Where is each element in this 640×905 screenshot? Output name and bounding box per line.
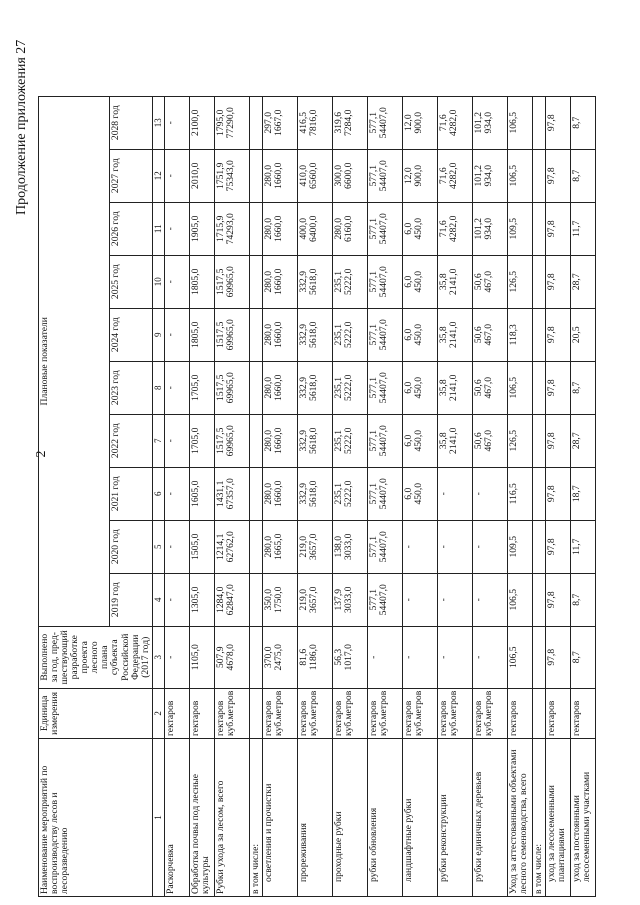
row-value: 2100,0 — [190, 96, 215, 149]
column-number: 5 — [152, 520, 164, 573]
row-value: - — [165, 520, 190, 573]
row-value: 71,6 4282,0 — [438, 149, 473, 202]
row-value — [250, 149, 263, 202]
row-value: - — [165, 361, 190, 414]
row-value: 219,0 3657,0 — [298, 573, 333, 626]
table-row — [546, 96, 571, 896]
header-year: 2020 год — [109, 520, 152, 573]
row-value — [250, 626, 263, 688]
row-name: прореживания — [298, 739, 333, 897]
row-value: 400,0 6400,0 — [298, 202, 333, 255]
row-value: 97,8 — [546, 626, 571, 688]
row-value: - — [165, 573, 190, 626]
row-value: 235,1 5222,0 — [333, 414, 368, 467]
row-value: 126,5 — [508, 414, 533, 467]
row-value: 12,0 900,0 — [403, 96, 438, 149]
row-value: 97,8 — [546, 361, 571, 414]
row-value: 56,3 1017,0 — [333, 626, 368, 688]
row-value — [250, 96, 263, 149]
row-value: 8,7 — [571, 361, 596, 414]
row-value: 280,0 1660,0 — [263, 149, 298, 202]
table-row — [473, 96, 508, 896]
column-number: 6 — [152, 467, 164, 520]
row-value: 280,0 6160,0 — [333, 202, 368, 255]
row-value: 18,7 — [571, 467, 596, 520]
row-unit: гектаров куб.метров — [333, 688, 368, 738]
column-number: 1 — [152, 739, 164, 897]
row-value: 1705,0 — [190, 414, 215, 467]
row-value: 1905,0 — [190, 202, 215, 255]
table-row — [438, 96, 473, 896]
header-year: 2027 год — [109, 149, 152, 202]
row-value: 101,2 934,0 — [473, 96, 508, 149]
table-row — [508, 96, 533, 896]
row-value: 35,8 2141,0 — [438, 361, 473, 414]
row-value: 1517,5 69965,0 — [215, 361, 250, 414]
row-unit: гектаров куб.метров — [403, 688, 438, 738]
row-value — [533, 626, 546, 688]
header-year: 2026 год — [109, 202, 152, 255]
row-value: 280,0 1660,0 — [263, 361, 298, 414]
row-name: Обработка почвы под лесные культуры — [190, 739, 215, 897]
row-name: осветления и прочистки — [263, 739, 298, 897]
row-value: - — [165, 467, 190, 520]
row-value: 280,0 1660,0 — [263, 467, 298, 520]
row-value: 106,5 — [508, 361, 533, 414]
row-value: 106,5 — [508, 626, 533, 688]
forest-plan-table — [38, 96, 596, 897]
table-row — [165, 96, 190, 896]
header-year: 2021 год — [109, 467, 152, 520]
row-value: 577,1 54407,0 — [368, 308, 403, 361]
row-value: 577,1 54407,0 — [368, 520, 403, 573]
row-value: 1305,0 — [190, 573, 215, 626]
row-value: - — [438, 573, 473, 626]
row-value: 235,1 5222,0 — [333, 308, 368, 361]
row-unit: гектаров — [165, 688, 190, 738]
row-name: в том числе: — [250, 739, 263, 897]
continuation-label: Продолжение приложения 27 — [14, 39, 29, 215]
row-value: 577,1 54407,0 — [368, 202, 403, 255]
row-value: 350,0 1750,0 — [263, 573, 298, 626]
row-value: 370,0 2475,0 — [263, 626, 298, 688]
header-year: 2022 год — [109, 414, 152, 467]
header-done: Выполнено за год, пред-шествующий разработке проекта лесного плана субъекта Российской Федерации (2017 год) — [39, 626, 153, 688]
row-value: 71,6 4282,0 — [438, 202, 473, 255]
row-value — [533, 255, 546, 308]
row-value: 97,8 — [546, 96, 571, 149]
row-value: 332,9 5618,0 — [298, 467, 333, 520]
row-value: 12,0 900,0 — [403, 149, 438, 202]
row-value: - — [473, 626, 508, 688]
row-value: 280,0 1660,0 — [263, 414, 298, 467]
row-value: - — [368, 626, 403, 688]
row-value: 28,7 — [571, 255, 596, 308]
row-value: 1605,0 — [190, 467, 215, 520]
row-value: 50,6 467,0 — [473, 308, 508, 361]
row-value: - — [473, 467, 508, 520]
row-value: 1705,0 — [190, 361, 215, 414]
row-value — [533, 361, 546, 414]
row-value: 35,8 2141,0 — [438, 255, 473, 308]
row-unit: гектаров куб.метров — [298, 688, 333, 738]
header-unit: Единица измерения — [39, 688, 153, 738]
row-value: 1715,9 74293,0 — [215, 202, 250, 255]
row-value: 410,0 6560,0 — [298, 149, 333, 202]
row-value — [533, 467, 546, 520]
row-value: 1214,1 62762,0 — [215, 520, 250, 573]
row-value: 1751,9 75343,0 — [215, 149, 250, 202]
row-value: 109,5 — [508, 520, 533, 573]
row-unit: гектаров куб.метров — [215, 688, 250, 738]
row-value: 1517,5 69965,0 — [215, 255, 250, 308]
row-value — [533, 414, 546, 467]
row-value: 6,0 450,0 — [403, 467, 438, 520]
row-value: 35,8 2141,0 — [438, 414, 473, 467]
row-value: 8,7 — [571, 573, 596, 626]
row-name: рубки реконструкции — [438, 739, 473, 897]
row-value: 35,8 2141,0 — [438, 308, 473, 361]
row-value — [533, 573, 546, 626]
row-value: - — [438, 520, 473, 573]
row-value: - — [438, 626, 473, 688]
column-number: 2 — [152, 688, 164, 738]
row-value: 101,2 934,0 — [473, 202, 508, 255]
row-value — [250, 573, 263, 626]
table-row — [250, 96, 263, 896]
row-value — [250, 255, 263, 308]
row-value: 1517,5 69965,0 — [215, 414, 250, 467]
row-value: 280,0 1665,0 — [263, 520, 298, 573]
row-value: 280,0 1660,0 — [263, 202, 298, 255]
row-value: - — [473, 520, 508, 573]
header-year: 2028 год — [109, 96, 152, 149]
row-value: 332,9 5618,0 — [298, 414, 333, 467]
header-name: Наименование мероприятий по воспроизводству лесов и лесоразведению — [39, 739, 153, 897]
row-value — [250, 467, 263, 520]
header-planned: Плановые показатели — [39, 96, 110, 626]
row-unit: гектаров — [190, 688, 215, 738]
header-year: 2024 год — [109, 308, 152, 361]
row-value: 97,8 — [546, 202, 571, 255]
row-value: 50,6 467,0 — [473, 255, 508, 308]
row-value: 235,1 5222,0 — [333, 361, 368, 414]
column-number: 8 — [152, 361, 164, 414]
row-value: - — [165, 414, 190, 467]
row-value: 106,5 — [508, 96, 533, 149]
row-value: 116,5 — [508, 467, 533, 520]
row-value: 28,7 — [571, 414, 596, 467]
row-value: - — [165, 202, 190, 255]
row-value: 319,6 7284,0 — [333, 96, 368, 149]
column-number: 7 — [152, 414, 164, 467]
row-value: 332,9 5618,0 — [298, 255, 333, 308]
column-number: 10 — [152, 255, 164, 308]
row-value: 8,7 — [571, 626, 596, 688]
row-value: 97,8 — [546, 520, 571, 573]
row-value: 577,1 54407,0 — [368, 361, 403, 414]
row-value: 297,0 1667,0 — [263, 96, 298, 149]
row-value: 101,2 934,0 — [473, 149, 508, 202]
row-name: уход за лесосеменными плантациями — [546, 739, 571, 897]
table-row — [368, 96, 403, 896]
header-year: 2023 год — [109, 361, 152, 414]
column-number: 11 — [152, 202, 164, 255]
row-value: 138,0 3033,0 — [333, 520, 368, 573]
row-value: 109,5 — [508, 202, 533, 255]
row-value: 81,6 1186,0 — [298, 626, 333, 688]
row-value: 280,0 1660,0 — [263, 255, 298, 308]
row-value — [533, 202, 546, 255]
header-row-1 — [39, 96, 110, 896]
row-value: 97,8 — [546, 255, 571, 308]
row-value: 1795,0 77290,0 — [215, 96, 250, 149]
row-name: в том числе: — [533, 739, 546, 897]
row-value: 577,1 54407,0 — [368, 467, 403, 520]
row-value: - — [165, 308, 190, 361]
row-value: 50,6 467,0 — [473, 361, 508, 414]
row-value: 332,9 5618,0 — [298, 308, 333, 361]
row-value — [250, 520, 263, 573]
table-row — [298, 96, 333, 896]
row-unit: гектаров куб.метров — [263, 688, 298, 738]
row-value: 1284,0 62847,0 — [215, 573, 250, 626]
row-value: 1805,0 — [190, 308, 215, 361]
row-value: 1431,1 67357,0 — [215, 467, 250, 520]
row-value: 1805,0 — [190, 255, 215, 308]
row-name: рубки единичных деревьев — [473, 739, 508, 897]
row-unit — [250, 688, 263, 738]
row-value: 137,9 3033,0 — [333, 573, 368, 626]
row-value: 219,0 3657,0 — [298, 520, 333, 573]
column-number: 4 — [152, 573, 164, 626]
table-row — [215, 96, 250, 896]
column-numbers-row — [152, 96, 164, 896]
row-name: ландшафтные рубки — [403, 739, 438, 897]
row-value: 1505,0 — [190, 520, 215, 573]
row-name: уход за постоянными лесосеменными участками — [571, 739, 596, 897]
row-value: - — [165, 626, 190, 688]
row-value: 577,1 54407,0 — [368, 96, 403, 149]
header-year: 2019 год — [109, 573, 152, 626]
row-value: - — [165, 149, 190, 202]
column-number: 13 — [152, 96, 164, 149]
row-unit: гектаров — [508, 688, 533, 738]
column-number: 9 — [152, 308, 164, 361]
row-value: 577,1 54407,0 — [368, 255, 403, 308]
row-value: 280,0 1660,0 — [263, 308, 298, 361]
header-year: 2025 год — [109, 255, 152, 308]
row-value — [250, 361, 263, 414]
row-value: 97,8 — [546, 149, 571, 202]
row-value: - — [403, 520, 438, 573]
row-value: - — [403, 626, 438, 688]
row-value: 11,7 — [571, 202, 596, 255]
row-value — [533, 520, 546, 573]
row-value: - — [165, 255, 190, 308]
row-value: 97,8 — [546, 467, 571, 520]
row-unit: гектаров куб.метров — [368, 688, 403, 738]
row-value: 577,1 54407,0 — [368, 149, 403, 202]
row-unit: гектаров — [546, 688, 571, 738]
row-value: 235,1 5222,0 — [333, 467, 368, 520]
table-row — [403, 96, 438, 896]
row-value: 6,0 450,0 — [403, 361, 438, 414]
column-number: 12 — [152, 149, 164, 202]
row-value: 8,7 — [571, 96, 596, 149]
row-value: - — [403, 573, 438, 626]
row-value — [250, 308, 263, 361]
table-row — [263, 96, 298, 896]
table-row — [333, 96, 368, 896]
row-value — [250, 414, 263, 467]
row-value: 6,0 450,0 — [403, 202, 438, 255]
row-unit: гектаров куб.метров — [438, 688, 473, 738]
row-value: 1517,5 69965,0 — [215, 308, 250, 361]
row-value: 2010,0 — [190, 149, 215, 202]
row-value: 6,0 450,0 — [403, 255, 438, 308]
row-value: 106,5 — [508, 149, 533, 202]
row-value: 126,5 — [508, 255, 533, 308]
table-body — [165, 96, 596, 896]
page-number: 2 — [34, 450, 49, 458]
row-unit: гектаров куб.метров — [473, 688, 508, 738]
row-value: 507,9 4678,0 — [215, 626, 250, 688]
row-unit — [533, 688, 546, 738]
row-value: 6,0 450,0 — [403, 308, 438, 361]
row-name: Раскорчевка — [165, 739, 190, 897]
table-row — [190, 96, 215, 896]
row-value — [250, 202, 263, 255]
row-value — [533, 149, 546, 202]
row-value: - — [165, 96, 190, 149]
row-value: 577,1 54407,0 — [368, 573, 403, 626]
row-value: 235,1 5222,0 — [333, 255, 368, 308]
row-name: Уход за аттестованными объектами лесного семеноводства, всего — [508, 739, 533, 897]
row-value: 1105,0 — [190, 626, 215, 688]
row-value: 416,5 7816,0 — [298, 96, 333, 149]
row-unit: гектаров — [571, 688, 596, 738]
row-value — [533, 96, 546, 149]
row-value: 332,9 5618,0 — [298, 361, 333, 414]
row-value: 577,1 54407,0 — [368, 414, 403, 467]
table-row — [533, 96, 546, 896]
row-value — [533, 308, 546, 361]
column-number: 3 — [152, 626, 164, 688]
row-name: Рубки ухода за лесом, всего — [215, 739, 250, 897]
row-name: рубки обновления — [368, 739, 403, 897]
row-name: проходные рубки — [333, 739, 368, 897]
table-row — [571, 96, 596, 896]
row-value: 97,8 — [546, 414, 571, 467]
row-value: 118,3 — [508, 308, 533, 361]
row-value: 8,7 — [571, 149, 596, 202]
row-value: 11,7 — [571, 520, 596, 573]
row-value: - — [473, 573, 508, 626]
row-value: 97,8 — [546, 308, 571, 361]
row-value: 71,6 4282,0 — [438, 96, 473, 149]
row-value: 6,0 450,0 — [403, 414, 438, 467]
row-value: 50,6 467,0 — [473, 414, 508, 467]
row-value: 106,5 — [508, 573, 533, 626]
row-value: 97,8 — [546, 573, 571, 626]
row-value: - — [438, 467, 473, 520]
row-value: 300,0 6600,0 — [333, 149, 368, 202]
row-value: 20,5 — [571, 308, 596, 361]
